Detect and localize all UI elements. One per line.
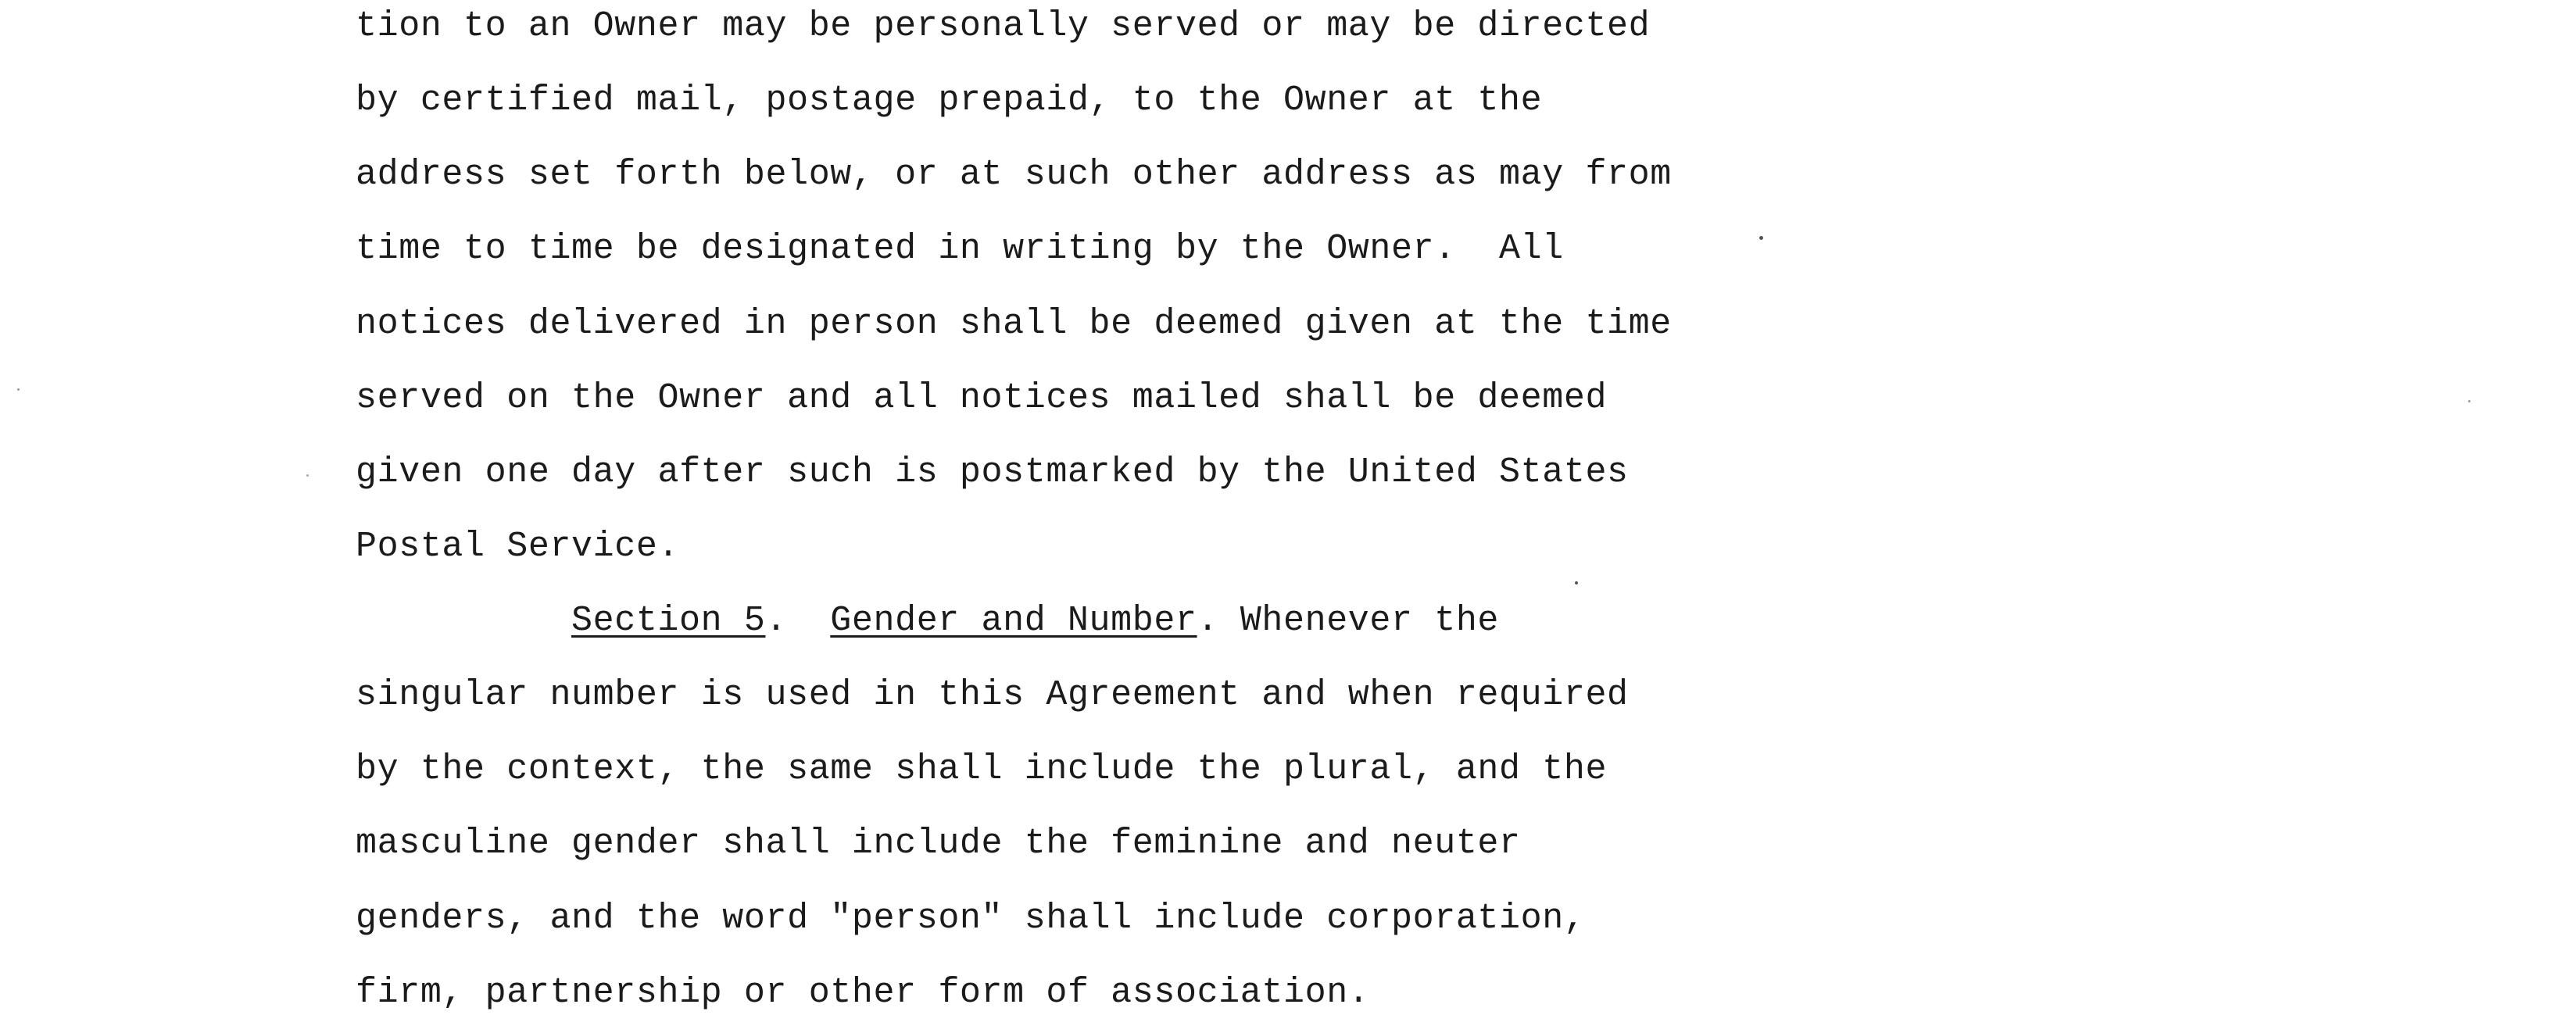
text-line: time to time be designated in writing by the Owner. All xyxy=(356,229,1564,269)
scan-speck xyxy=(1575,581,1578,584)
text-line: by certified mail, postage prepaid, to the Owner at the xyxy=(356,80,1543,120)
section-title: Gender and Number xyxy=(830,601,1197,641)
text-line: firm, partnership or other form of association. xyxy=(356,973,1370,1013)
text-line: genders, and the word "person" shall include corporation, xyxy=(356,899,1586,938)
text-line: notices delivered in person shall be deemed given at the time xyxy=(356,304,1672,344)
section-5-heading xyxy=(571,599,1499,643)
section-intro-text: Whenever the xyxy=(1218,601,1500,641)
section-number-punct: . xyxy=(765,601,788,641)
section-number: Section 5 xyxy=(571,601,766,641)
text-line: address set forth below, or at such other address as may from xyxy=(356,155,1672,195)
scan-speck xyxy=(1759,236,1763,240)
section-title-punct: . xyxy=(1197,601,1219,641)
text-line: masculine gender shall include the feminine and neuter xyxy=(356,824,1521,863)
text-line: Postal Service. xyxy=(356,527,680,566)
text-line: served on the Owner and all notices mailed shall be deemed xyxy=(356,378,1608,418)
scan-speck xyxy=(306,474,309,477)
text-line: singular number is used in this Agreement and when required xyxy=(356,675,1629,715)
scan-speck xyxy=(2468,400,2470,402)
text-line: given one day after such is postmarked by the United States xyxy=(356,452,1629,492)
scan-speck xyxy=(17,388,20,391)
text-line: by the context, the same shall include the plural, and the xyxy=(356,749,1608,789)
text-line: tion to an Owner may be personally served or may be directed xyxy=(356,6,1651,46)
